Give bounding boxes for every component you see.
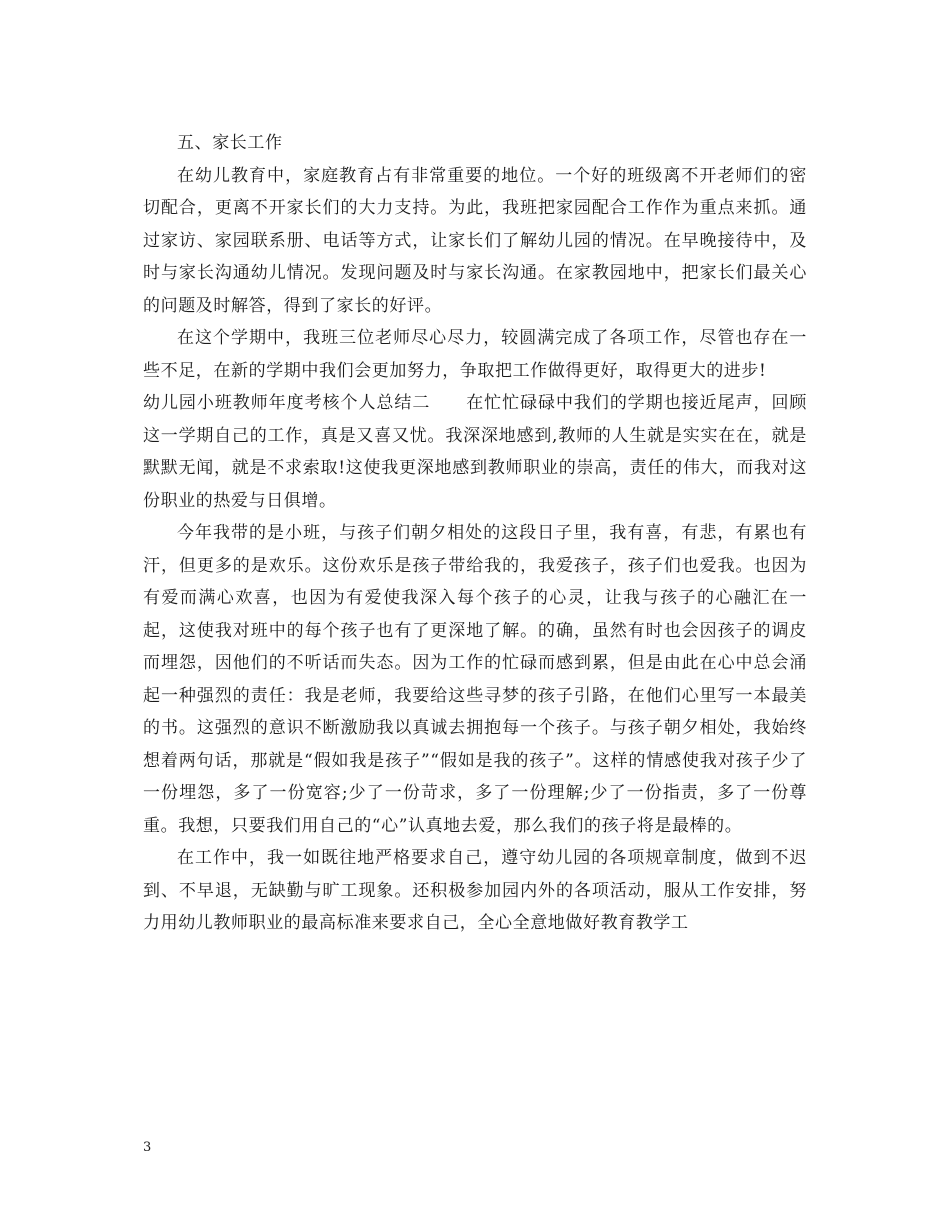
paragraph-small-class: 今年我带的是小班，与孩子们朝夕相处的这段日子里，我有喜，有悲，有累也有汗，但更多的是欢乐。这份欢乐是孩子带给我的，我爱孩子，孩子们也爱我。也因为有爱而满心欢喜，也因为有爱使我深入每个孩子的心灵，让我与孩子的心融汇在一起，这使我对班中的每个孩子也有了更深地了解。的确，虽然有时也会因孩子的调皮而埋怨，因他们的不听话而失态。因为工作的忙碌而感到累，但是由此在心中总会涌起一种强烈的责任：我是老师，我要给这些寻梦的孩子引路，在他们心里写一本最美的书。这强烈的意识不断激励我以真诚去拥抱每一个孩子。与孩子朝夕相处，我始终想着两句话，那就是“假如我是孩子”“假如是我的孩子”。这样的情感使我对孩子少了一份埋怨，多了一份宽容;少了一份苛求，多了一份理解;少了一份指责，多了一份尊重。我想，只要我们用自己的“心”认真地去爱，那么我们的孩子将是最棒的。: [143, 523, 807, 836]
paragraph-semester-summary: 在这个学期中，我班三位老师尽心尽力，较圆满完成了各项工作，尽管也存在一些不足，在新的学期中我们会更加努力，争取把工作做得更好，取得更大的进步!: [143, 328, 807, 381]
section-heading: 五、家长工作: [177, 133, 283, 153]
page-number: 3: [143, 1140, 152, 1155]
paragraph-parent-work: 在幼儿教育中，家庭教育占有非常重要的地位。一个好的班级离不开老师们的密切配合，更离不开家长们的大力支持。为此，我班把家园配合工作作为重点来抓。通过家访、家园联系册、电话等方式，让家长们了解幼儿园的情况。在早晚接待中，及时与家长沟通幼儿情况。发现问题及时与家长沟通。在家教园地中，把家长们最关心的问题及时解答，得到了家长的好评。: [143, 165, 807, 316]
document-body: [143, 127, 807, 940]
paragraph-work-discipline: 在工作中，我一如既往地严格要求自己，遵守幼儿园的各项规章制度，做到不迟到、不早退，无缺勤与旷工现象。还积极参加园内外的各项活动，服从工作安排，努力用幼儿教师职业的最高标准来要求自己，全心全意地做好教育教学工: [143, 848, 807, 933]
paragraph-summary-two-intro: 幼儿园小班教师年度考核个人总结二 在忙忙碌碌中我们的学期也接近尾声，回顾这一学期自己的工作，真是又喜又忧。我深深地感到,教师的人生就是实实在在，就是默默无闻，就是不求索取!这使我更深地感到教师职业的崇高，责任的伟大，而我对这份职业的热爱与日俱增。: [143, 393, 807, 511]
